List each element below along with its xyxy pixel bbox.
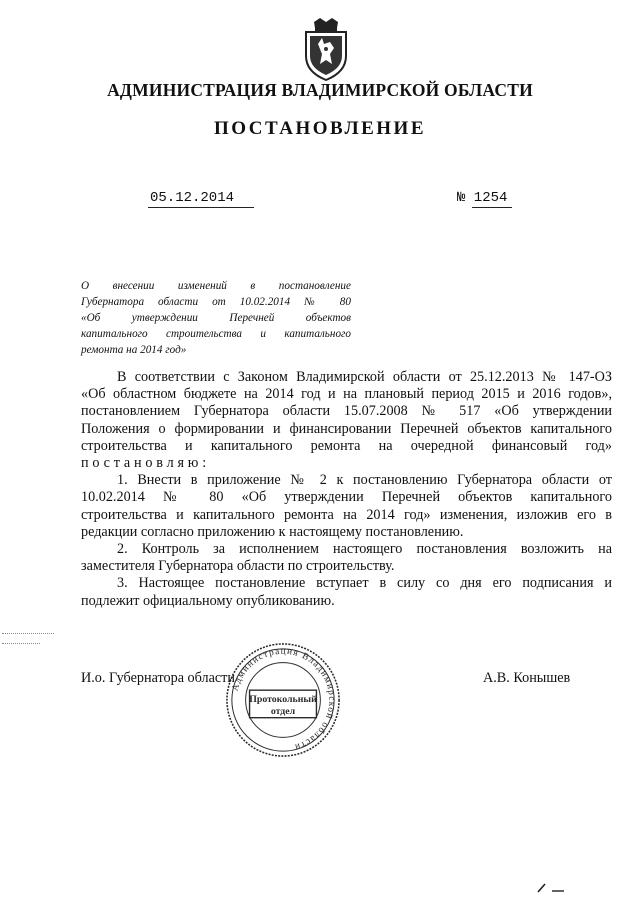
document-subject xyxy=(81,278,351,358)
body-line: В соответствии с Законом Владимирской области от 25.12.2013 № 147-ОЗ xyxy=(117,369,612,385)
body-line: 3. Настоящее постановление вступает в силу со дня его подписания и xyxy=(117,575,612,592)
stamp-ring-text: Администрация Владимирской области xyxy=(230,646,337,752)
round-stamp xyxy=(224,641,342,759)
margin-dots xyxy=(2,643,40,644)
margin-dots xyxy=(2,633,54,634)
body-line: подлежит официальному опубликованию. xyxy=(81,592,335,609)
document-type-title: ПОСТАНОВЛЕНИЕ xyxy=(213,118,427,139)
date-underline xyxy=(148,207,254,208)
body-line: редакции согласно приложению к настоящему постановлению. xyxy=(81,523,464,540)
stamp-center-line2: отдел xyxy=(270,705,296,717)
stamp-center-line1: Протокольный xyxy=(249,693,317,705)
subject-line: «Об утверждении Перечней объектов xyxy=(81,312,351,324)
subject-line: ремонта на 2014 год» xyxy=(81,344,187,356)
document-date: 05.12.2014 xyxy=(150,190,235,206)
subject-line: капитального строительства и капитального xyxy=(81,328,351,340)
body-line: 1. Внести в приложение № 2 к постановлению Губернатора области от xyxy=(117,472,612,489)
subject-line: Губернатора области от 10.02.2014 № 80 xyxy=(81,296,351,308)
body-line: строительства и капитального ремонта на очередной финансовый год» xyxy=(81,437,612,454)
resolution-word: постановляю: xyxy=(81,455,210,472)
subject-line: О внесении изменений в постановление xyxy=(81,280,351,292)
body-line: «Об областном бюджете на 2014 год и на плановый период 2015 и 2016 годов», xyxy=(81,386,612,403)
number-underline xyxy=(472,207,512,208)
document-number: № 1254 xyxy=(457,190,508,206)
body-line: строительства и капитального ремонта на 2014 год» изменения, изложив его в xyxy=(81,506,612,523)
body-line: заместителя Губернатора области по строительству. xyxy=(81,558,395,575)
body-line: 2. Контроль за исполнением настоящего постановления возложить на xyxy=(117,541,612,558)
body-line: Положения о формировании и финансировании Перечней объектов капитального xyxy=(81,420,612,437)
document-body xyxy=(81,369,612,610)
body-line: 10.02.2014 № 80 «Об утверждении Перечней объектов капитального xyxy=(81,489,612,506)
signatory-title: И.о. Губернатора области xyxy=(81,670,235,686)
coat-of-arms-icon xyxy=(300,16,352,82)
signatory-name: А.В. Конышев xyxy=(483,670,571,686)
body-line: постановлением Губернатора области 15.07.2008 № 517 «Об утверждении xyxy=(81,403,612,420)
administration-name: АДМИНИСТРАЦИЯ ВЛАДИМИРСКОЙ ОБЛАСТИ xyxy=(107,80,533,100)
handwritten-mark-icon xyxy=(536,876,568,896)
